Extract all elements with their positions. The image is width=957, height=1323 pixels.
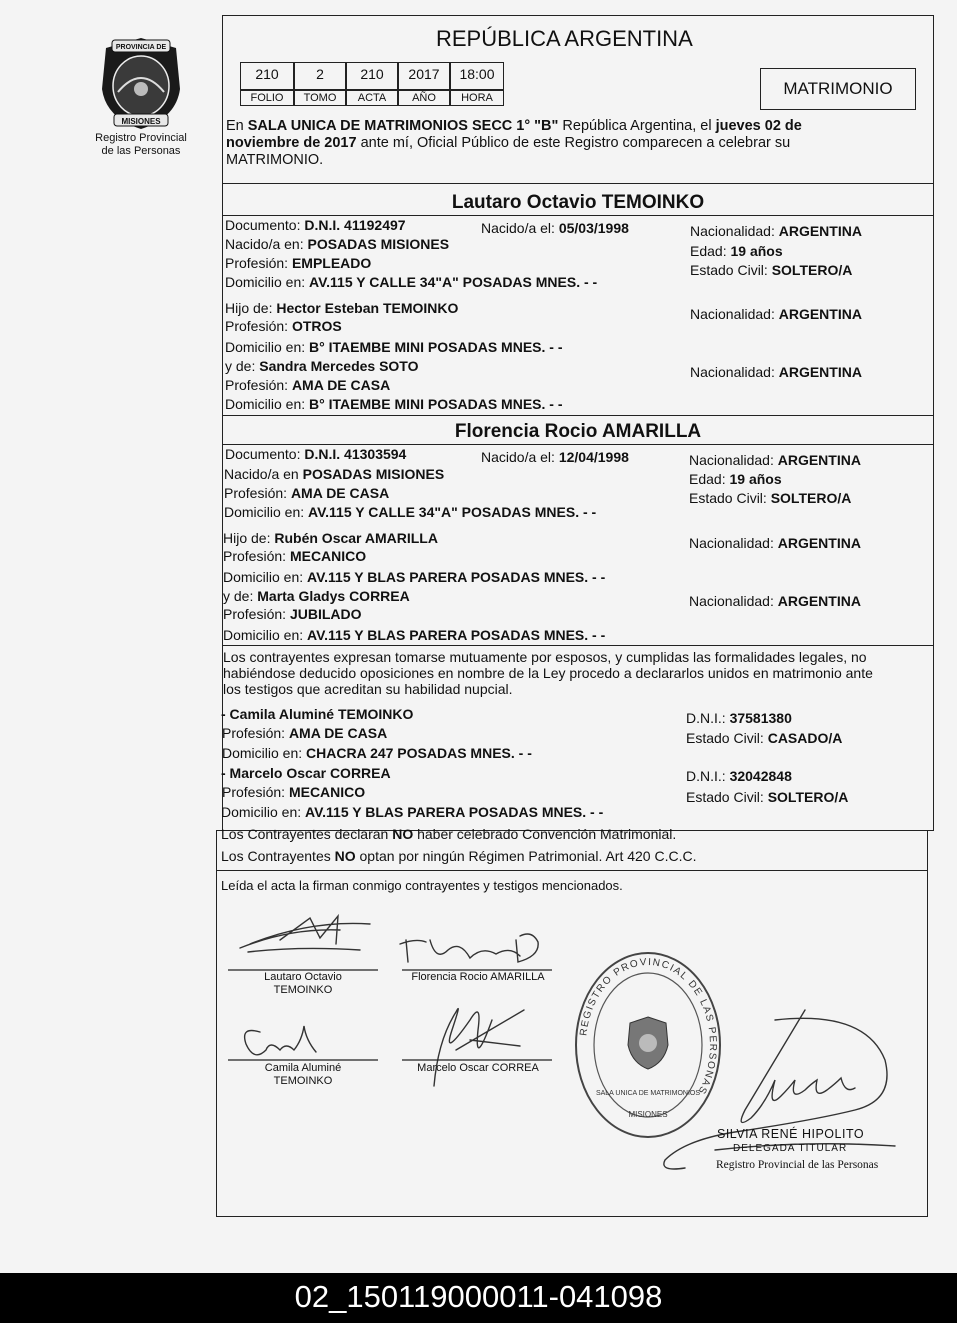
- divider: [216, 870, 928, 871]
- logo-caption-line2: de las Personas: [101, 145, 181, 157]
- value: OTROS: [291, 318, 342, 334]
- label: Edad:: [690, 243, 731, 259]
- value: D.N.I. 41303594: [304, 446, 407, 462]
- value: AMA DE CASA: [290, 485, 390, 501]
- value: Rubén Oscar AMARILLA: [274, 530, 438, 546]
- divider: [222, 444, 934, 445]
- label: Nacido/a el:: [481, 220, 559, 236]
- text: Los Contrayentes declaran: [221, 826, 393, 842]
- label: Domicilio en:: [224, 504, 309, 520]
- value: SOLTERO/A: [767, 789, 849, 805]
- label: Profesión:: [225, 318, 292, 334]
- label: Documento:: [225, 217, 305, 233]
- spouse1-mother: [225, 358, 419, 374]
- folio-label: FOLIO: [240, 90, 294, 106]
- value: ARGENTINA: [778, 223, 862, 239]
- value: AV.115 Y BLAS PARERA POSADAS MNES. - -: [307, 569, 606, 585]
- label: Estado Civil:: [686, 789, 768, 805]
- official-name: SILVIA RENÉ HIPOLITO: [717, 1127, 865, 1141]
- label: Nacionalidad:: [690, 223, 779, 239]
- spouse1-father-profession: [225, 318, 342, 334]
- document-code: 02_150119000011-041098: [294, 1279, 663, 1314]
- signature-caption-spouse1: [227, 971, 379, 997]
- witness2-name: [221, 765, 391, 781]
- declaration-line: los testigos que acreditan su habilidad nupcial.: [223, 681, 513, 697]
- intro-text: ante mí, Oficial Público de este Registro comparecen a celebrar su: [356, 135, 791, 151]
- label: Estado Civil:: [689, 490, 771, 506]
- value: CHACRA 247 POSADAS MNES. - -: [306, 745, 532, 761]
- spouse2-nationality: [689, 452, 861, 468]
- intro-text: En: [226, 118, 248, 134]
- declaration-line: habiéndose deducido oposiciones en nombre de la Ley procedo a declararlos unidos en matrimonio ante: [223, 665, 873, 681]
- witness1-profession: [222, 725, 387, 741]
- label: Domicilio en:: [223, 627, 308, 643]
- label: Domicilio en:: [225, 396, 310, 412]
- label: Documento:: [225, 446, 305, 462]
- intro-date-part: jueves 02 de: [715, 118, 802, 134]
- witness2-civil-status: [686, 789, 848, 805]
- value: - Camila Aluminé TEMOINKO: [221, 706, 414, 722]
- label: Profesión:: [225, 255, 292, 271]
- label: Domicilio en:: [221, 804, 306, 820]
- spouse2-mother-profession: [223, 606, 362, 622]
- intro-venue: SALA UNICA DE MATRIMONIOS SECC 1° "B": [247, 118, 559, 134]
- spouse2-mother-address: [223, 627, 605, 643]
- text: optan por ningún Régimen Patrimonial. Art 420 C.C.C.: [355, 848, 697, 864]
- label: Profesión:: [223, 548, 290, 564]
- value: AV.115 Y BLAS PARERA POSADAS MNES. - -: [307, 627, 606, 643]
- value: AMA DE CASA: [288, 725, 388, 741]
- spouse1-mother-profession: [225, 377, 390, 393]
- value: EMPLEADO: [291, 255, 372, 271]
- signature-scribble: [400, 934, 538, 962]
- page-title: REPÚBLICA ARGENTINA: [436, 26, 693, 51]
- spouse2-mother: [223, 588, 410, 604]
- caption-line: Lautaro Octavio: [264, 971, 342, 983]
- intro-text: República Argentina, el: [558, 118, 716, 134]
- spouse2-profession: [224, 485, 389, 501]
- value: MECANICO: [289, 548, 367, 564]
- witness1-civil-status: [686, 730, 842, 746]
- year-label: AÑO: [398, 90, 450, 106]
- value: 37581380: [729, 710, 792, 726]
- value: Hector Esteban TEMOINKO: [276, 300, 459, 316]
- label: Nacido/a en: [224, 466, 303, 482]
- label: Nacionalidad:: [689, 452, 778, 468]
- value: 32042848: [729, 768, 792, 784]
- label: D.N.I.:: [686, 710, 730, 726]
- spouse2-age: [689, 471, 782, 487]
- value: AV.115 Y CALLE 34"A" POSADAS MNES. - -: [308, 504, 597, 520]
- signature-caption-witness2: Marcelo Oscar CORREA: [417, 1062, 539, 1074]
- value: 05/03/1998: [558, 220, 629, 236]
- value: SOLTERO/A: [771, 262, 853, 278]
- value: AMA DE CASA: [291, 377, 391, 393]
- text: haber celebrado Convención Matrimonial.: [413, 826, 677, 842]
- value: JUBILADO: [289, 606, 362, 622]
- divider: [222, 645, 934, 646]
- year-value: 2017: [398, 62, 450, 90]
- stamp-inner-text: SALA UNICA DE MATRIMONIOS: [595, 1090, 701, 1097]
- label: Profesión:: [222, 725, 289, 741]
- label: Domicilio en:: [225, 274, 310, 290]
- closing-statement: Leída el acta la firman conmigo contrayentes y testigos mencionados.: [221, 878, 623, 893]
- spouse1-birthdate: [481, 220, 629, 236]
- hour-value: 18:00: [450, 62, 504, 90]
- patrimonial-regime-line: [221, 848, 696, 864]
- label: y de:: [223, 588, 258, 604]
- spouse1-mother-address: [225, 396, 563, 412]
- witness2-dni: [686, 768, 792, 784]
- spouse2-name: Florencia Rocio AMARILLA: [454, 421, 702, 442]
- witness2-profession: [222, 784, 365, 800]
- signature-scribble: [741, 1010, 855, 1123]
- stamp-ring-text: REGISTRO PROVINCIAL DE LAS PERSONAS: [578, 956, 719, 1097]
- logo-caption-line1: Registro Provincial: [95, 132, 187, 144]
- witness1-address: [222, 745, 532, 761]
- label: Nacionalidad:: [690, 364, 779, 380]
- province-seal-icon: [96, 34, 186, 132]
- act-type-badge: MATRIMONIO: [760, 68, 916, 110]
- signature-caption-witness1: [227, 1062, 379, 1088]
- witness1-dni: [686, 710, 792, 726]
- spouse1-name: Lautaro Octavio TEMOINKO: [451, 192, 705, 213]
- value: MECANICO: [288, 784, 366, 800]
- official-office: Registro Provincial de las Personas: [716, 1159, 879, 1171]
- label: Nacionalidad:: [689, 535, 778, 551]
- spouse1-mother-nationality: [690, 364, 862, 380]
- value: ARGENTINA: [777, 535, 861, 551]
- spouse1-father-nationality: [690, 306, 862, 322]
- label: Nacido/a el:: [481, 449, 559, 465]
- label: Profesión:: [224, 485, 291, 501]
- label: Estado Civil:: [690, 262, 772, 278]
- convention-line: [221, 826, 676, 842]
- value: Marta Gladys CORREA: [257, 588, 410, 604]
- spouse1-age: [690, 243, 783, 259]
- value: POSADAS MISIONES: [307, 236, 450, 252]
- witness2-address: [221, 804, 603, 820]
- intro-text: MATRIMONIO.: [226, 152, 324, 168]
- spouse2-father: [223, 530, 438, 546]
- caption-line: TEMOINKO: [273, 1075, 333, 1087]
- spouse1-document: [225, 217, 406, 233]
- value: 19 años: [729, 471, 782, 487]
- label: Domicilio en:: [222, 745, 307, 761]
- label: Profesión:: [225, 377, 292, 393]
- label: Profesión:: [222, 784, 289, 800]
- spouse1-profession: [225, 255, 371, 271]
- declaration-line: Los contrayentes expresan tomarse mutuamente por esposos, y cumplidas las formalidades legales, no: [223, 649, 867, 665]
- label: Nacionalidad:: [689, 593, 778, 609]
- declaration-paragraph: [223, 649, 931, 697]
- value: AV.115 Y CALLE 34"A" POSADAS MNES. - -: [309, 274, 598, 290]
- label: Hijo de:: [223, 530, 275, 546]
- value: ARGENTINA: [778, 364, 862, 380]
- acta-value: 210: [346, 62, 398, 90]
- seal-bottom-text: MISIONES: [121, 117, 161, 126]
- hour-label: HORA: [450, 90, 504, 106]
- spouse1-address: [225, 274, 597, 290]
- caption-line: Camila Aluminé: [264, 1062, 342, 1074]
- text: NO: [392, 826, 414, 842]
- spouse1-civil-status: [690, 262, 852, 278]
- caption-line: TEMOINKO: [273, 984, 333, 996]
- label: Hijo de:: [225, 300, 277, 316]
- spouse2-father-address: [223, 569, 605, 585]
- value: POSADAS MISIONES: [302, 466, 445, 482]
- spouse2-father-nationality: [689, 535, 861, 551]
- spouse2-mother-nationality: [689, 593, 861, 609]
- tomo-label: TOMO: [294, 90, 346, 106]
- intro-date-part: noviembre de 2017: [226, 135, 357, 151]
- label: Nacionalidad:: [690, 306, 779, 322]
- signature-caption-spouse2: Florencia Rocio AMARILLA: [411, 971, 545, 983]
- seal-top-text: PROVINCIA DE: [115, 44, 167, 51]
- spouse1-birthplace: [225, 236, 449, 252]
- value: - Marcelo Oscar CORREA: [221, 765, 391, 781]
- label: Nacido/a en:: [225, 236, 308, 252]
- label: D.N.I.:: [686, 768, 730, 784]
- divider: [222, 183, 934, 184]
- intro-paragraph: [226, 118, 931, 169]
- value: ARGENTINA: [778, 306, 862, 322]
- label: Estado Civil:: [686, 730, 768, 746]
- signature-scribble: [240, 916, 370, 952]
- value: SOLTERO/A: [770, 490, 852, 506]
- spouse2-civil-status: [689, 490, 851, 506]
- text: Los Contrayentes: [221, 848, 335, 864]
- label: Edad:: [689, 471, 730, 487]
- divider: [222, 415, 934, 416]
- label: y de:: [225, 358, 260, 374]
- spouse2-document: [225, 446, 406, 462]
- official-role: DELEGADA TITULAR: [733, 1143, 848, 1154]
- divider: [222, 215, 934, 216]
- spouse1-father-address: [225, 339, 563, 355]
- spouse2-address: [224, 504, 596, 520]
- value: B° ITAEMBE MINI POSADAS MNES. - -: [309, 339, 563, 355]
- value: 19 años: [730, 243, 783, 259]
- value: D.N.I. 41192497: [304, 217, 406, 233]
- value: ARGENTINA: [777, 452, 861, 468]
- label: Domicilio en:: [225, 339, 310, 355]
- spouse2-birthplace: [224, 466, 444, 482]
- value: CASADO/A: [767, 730, 843, 746]
- label: Domicilio en:: [223, 569, 308, 585]
- value: B° ITAEMBE MINI POSADAS MNES. - -: [309, 396, 563, 412]
- tomo-value: 2: [294, 62, 346, 90]
- spouse1-nationality: [690, 223, 862, 239]
- label: Profesión:: [223, 606, 290, 622]
- folio-value: 210: [240, 62, 294, 90]
- value: ARGENTINA: [777, 593, 861, 609]
- spouse1-father: [225, 300, 458, 316]
- acta-label: ACTA: [346, 90, 398, 106]
- spouse2-birthdate: [481, 449, 629, 465]
- stamp-bottom-text: MISIONES: [628, 1110, 668, 1119]
- witness1-name: [221, 706, 413, 722]
- text: NO: [334, 848, 356, 864]
- value: Sandra Mercedes SOTO: [259, 358, 419, 374]
- spouse2-father-profession: [223, 548, 366, 564]
- value: 12/04/1998: [558, 449, 629, 465]
- value: AV.115 Y BLAS PARERA POSADAS MNES. - -: [305, 804, 604, 820]
- signature-scribble: [245, 1026, 316, 1055]
